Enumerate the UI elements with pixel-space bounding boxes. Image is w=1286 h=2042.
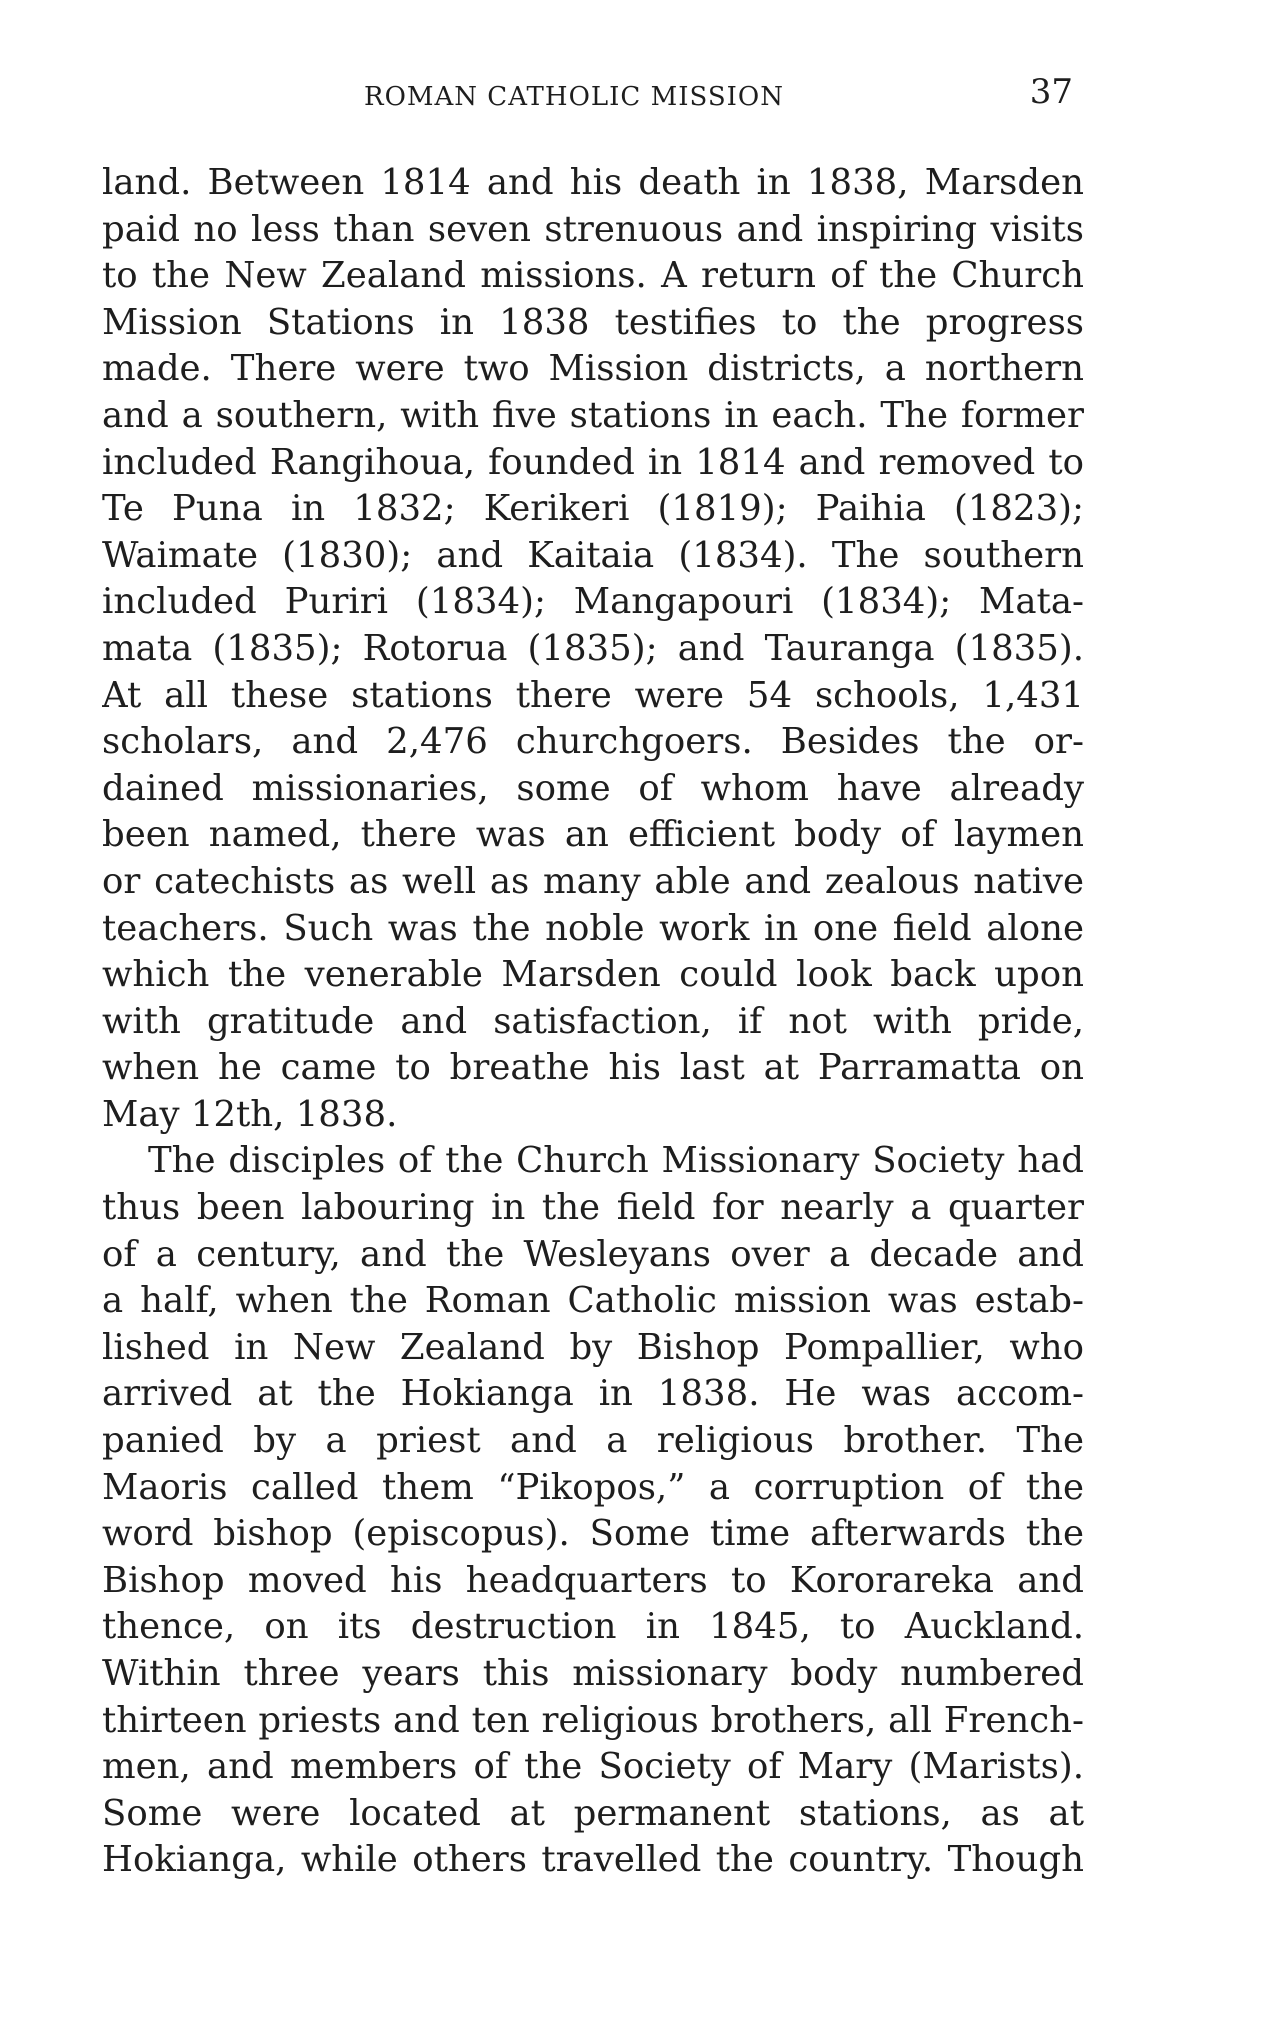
text-line: Within three years this missionary body numbered <box>102 1653 1084 1694</box>
text-line: At all these stations there were 54 schools, 1,431 <box>102 674 1084 716</box>
text-line: Bishop moved his headquarters to Kororareka and <box>102 1559 1084 1601</box>
text-line: mata (1835); Rotorua (1835); and Tauranga (1835). <box>102 627 1084 669</box>
text-line: when he came to breathe his last at Parramatta on <box>102 1047 1084 1089</box>
text-line: thirteen priests and ten religious brothers, all French- <box>102 1699 1084 1741</box>
text-line: Te Puna in 1832; Kerikeri (1819); Paihia (1823); <box>102 488 1084 530</box>
paragraph-end-line: May 12th, 1838. <box>102 1093 398 1135</box>
text-line: land. Between 1814 and his death in 1838, Marsden <box>102 162 1084 203</box>
text-line: lished in New Zealand by Bishop Pompallier, who <box>102 1326 1084 1368</box>
text-line: thus been labouring in the field for nearly a quarter <box>102 1187 1084 1229</box>
text-line: made. There were two Mission districts, a northern <box>102 348 1084 390</box>
text-line: dained missionaries, some of whom have already <box>102 767 1084 809</box>
text-line: of a century, and the Wesleyans over a decade and <box>102 1233 1084 1275</box>
text-line: Waimate (1830); and Kaitaia (1834). The southern <box>102 534 1084 576</box>
text-line: panied by a priest and a religious brother. The <box>102 1420 1084 1462</box>
text-line: Hokianga, while others travelled the country. Though <box>102 1839 1084 1881</box>
text-line: with gratitude and satisfaction, if not with pride, <box>102 1000 1084 1042</box>
text-line: Mission Stations in 1838 testifies to the progress <box>102 301 1084 343</box>
body-text <box>102 160 1084 1884</box>
page-number: 37 <box>1029 72 1073 112</box>
text-line: arrived at the Hokianga in 1838. He was accom- <box>102 1373 1084 1415</box>
text-line: which the venerable Marsden could look back upon <box>102 954 1084 996</box>
text-line: Some were located at permanent stations, as at <box>102 1792 1084 1834</box>
text-line: scholars, and 2,476 churchgoers. Besides the or- <box>102 721 1084 763</box>
text-line: included Puriri (1834); Mangapouri (1834); Mata- <box>102 581 1084 623</box>
text-line: men, and members of the Society of Mary (Marists). <box>102 1746 1084 1788</box>
running-head-title: ROMAN CATHOLIC MISSION <box>364 82 784 112</box>
text-line: and a southern, with five stations in each. The former <box>102 394 1084 436</box>
text-line: or catechists as well as many able and zealous native <box>102 860 1084 902</box>
text-line: teachers. Such was the noble work in one field alone <box>102 907 1084 949</box>
text-line: Maoris called them “Pikopos,” a corruption of the <box>102 1466 1084 1508</box>
text-line: to the New Zealand missions. A return of the Church <box>102 255 1084 297</box>
paragraph-start-line: The disciples of the Church Missionary Society had <box>148 1140 1084 1182</box>
text-line: word bishop (episcopus). Some time afterwards the <box>102 1513 1084 1555</box>
text-line: a half, when the Roman Catholic mission was estab- <box>102 1280 1084 1322</box>
text-line: thence, on its destruction in 1845, to Auckland. <box>102 1606 1084 1648</box>
text-line: included Rangihoua, founded in 1814 and removed to <box>102 441 1084 483</box>
text-line: paid no less than seven strenuous and inspiring visits <box>102 208 1084 250</box>
text-line: been named, there was an efficient body of laymen <box>102 814 1084 856</box>
